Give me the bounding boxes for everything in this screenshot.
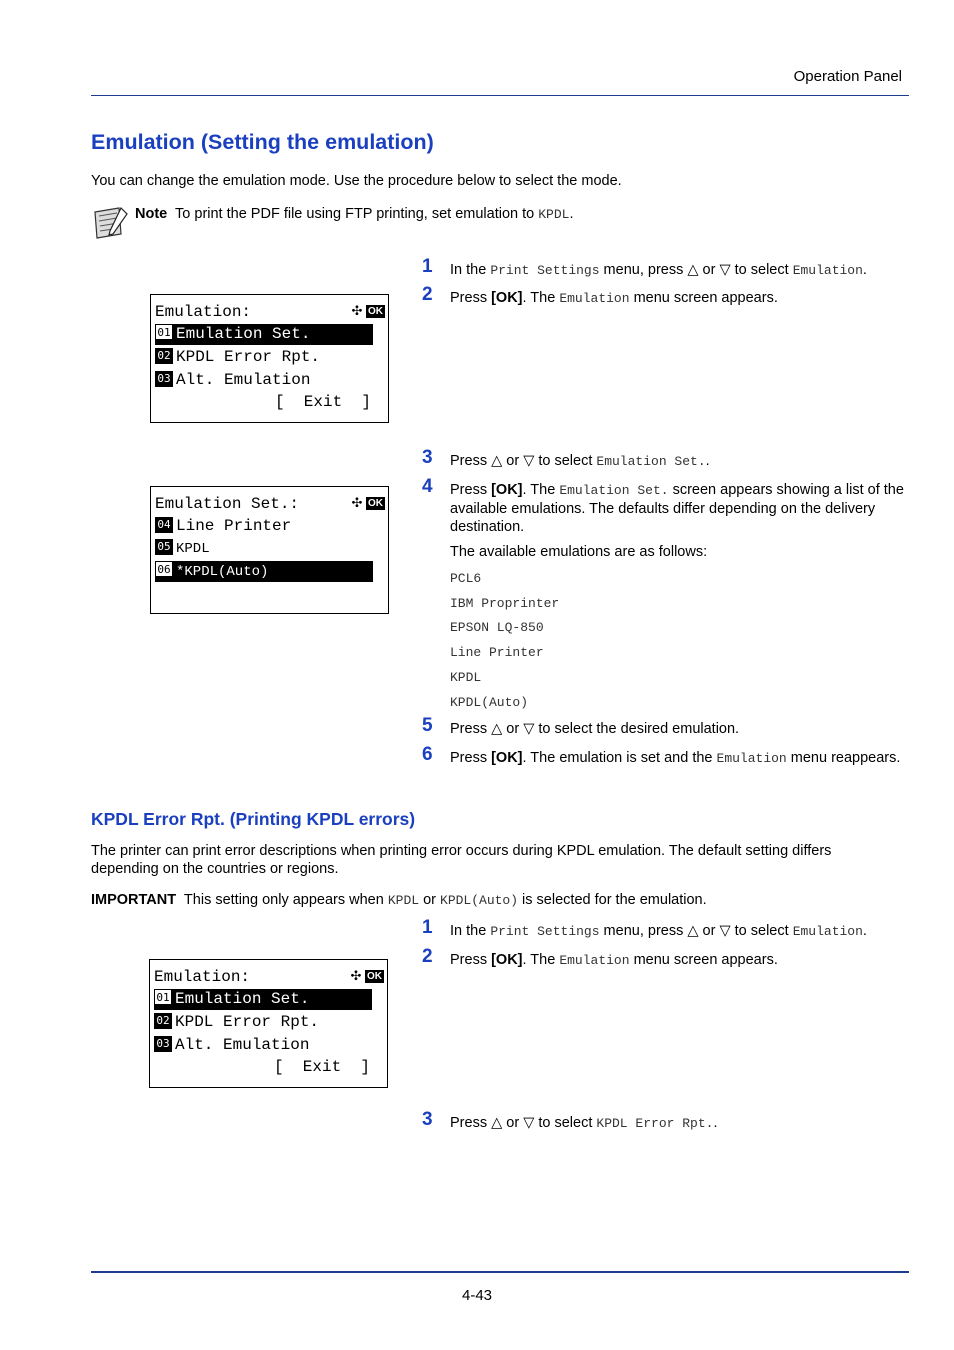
lcd-menu-item xyxy=(155,370,310,391)
step-text: Press △ or ▽ to select xyxy=(450,1115,597,1131)
lcd-menu-item xyxy=(154,1012,319,1033)
step-text: screen appears showing a list of the available emulations. The defaults differ depending on the delivery destination. xyxy=(450,482,904,535)
navigation-arrows-icon: ✣ xyxy=(351,303,363,318)
emulation-option: EPSON LQ-850 xyxy=(450,620,544,635)
ok-icon: OK xyxy=(367,971,382,982)
step-text: . The emulation is set and the xyxy=(522,750,717,766)
lcd-menu-item xyxy=(155,324,373,345)
step-text: menu, press △ or ▽ to select xyxy=(599,262,793,278)
step-text: menu screen appears. xyxy=(629,290,778,306)
step-text: In the xyxy=(450,262,491,278)
step-text: Press xyxy=(450,290,492,306)
step-code: Print Settings xyxy=(490,263,600,278)
step-text: . xyxy=(862,923,867,939)
item-number-badge: 05 xyxy=(155,539,173,555)
item-label: Alt. Emulation xyxy=(176,371,311,389)
step-text: Press xyxy=(450,750,492,766)
ok-key-label: [OK] xyxy=(491,482,523,498)
step-text: Press xyxy=(450,952,492,968)
item-number-badge: 03 xyxy=(155,371,173,387)
item-label: KPDL Error Rpt. xyxy=(175,1013,320,1031)
lcd-menu-item xyxy=(154,1035,309,1056)
note xyxy=(135,206,905,222)
item-number-badge: 01 xyxy=(154,989,172,1005)
step-text: . The xyxy=(522,482,560,498)
lcd-status-icons xyxy=(350,968,384,984)
header-rule xyxy=(91,95,909,96)
emulation-option: KPDL xyxy=(450,670,482,685)
step-code: KPDL Error Rpt. xyxy=(596,1116,714,1131)
note-icon xyxy=(91,204,131,240)
lcd-exit: [ Exit ] xyxy=(275,393,372,411)
intro-text: You can change the emulation mode. Use the procedure below to select the mode. xyxy=(91,173,622,189)
running-header: Operation Panel xyxy=(793,68,902,85)
important-code: KPDL(Auto) xyxy=(440,893,519,908)
step-code: Emulation xyxy=(559,291,630,306)
step-code: Emulation xyxy=(716,751,787,766)
step-number: 2 xyxy=(422,946,433,967)
note-label: Note xyxy=(135,206,168,222)
step-number: 4 xyxy=(422,476,433,497)
footer-rule xyxy=(91,1271,909,1273)
lcd-menu-item xyxy=(155,539,210,560)
navigation-arrows-icon: ✣ xyxy=(350,968,362,983)
step-code: Emulation xyxy=(792,924,863,939)
step-text: In the xyxy=(450,923,491,939)
lcd-title: Emulation: xyxy=(155,303,252,321)
lcd-screen-emulation xyxy=(149,959,388,1088)
important-label: IMPORTANT xyxy=(91,892,177,908)
ok-icon: OK xyxy=(368,306,383,317)
lcd-menu-item xyxy=(155,561,373,582)
item-number-badge: 01 xyxy=(155,324,173,340)
step-number: 2 xyxy=(422,284,433,305)
item-number-badge: 02 xyxy=(154,1013,172,1029)
available-label: The available emulations are as follows: xyxy=(450,544,708,560)
step-text: . xyxy=(862,262,867,278)
lcd-screen-emulation-set xyxy=(150,486,389,614)
step-number: 3 xyxy=(422,1109,433,1130)
step-code: Emulation Set. xyxy=(596,454,706,469)
navigation-arrows-icon: ✣ xyxy=(351,495,363,510)
emulation-option: KPDL(Auto) xyxy=(450,695,529,710)
lcd-exit: [ Exit ] xyxy=(274,1058,371,1076)
step-code: Emulation xyxy=(559,953,630,968)
item-label: Line Printer xyxy=(176,517,292,535)
important-notice xyxy=(91,891,891,910)
item-number-badge: 06 xyxy=(155,561,173,577)
step-text: menu screen appears. xyxy=(629,952,778,968)
important-text: This setting only appears when xyxy=(183,892,388,908)
emulation-option: Line Printer xyxy=(450,645,544,660)
emulation-option: IBM Proprinter xyxy=(450,596,560,611)
item-label: *KPDL(Auto) xyxy=(176,564,269,580)
step-text: . xyxy=(713,1115,718,1131)
note-end: . xyxy=(569,206,574,222)
step-text: Press △ or ▽ to select xyxy=(450,453,597,469)
lcd-status-icons xyxy=(351,495,385,511)
section-title: KPDL Error Rpt. (Printing KPDL errors) xyxy=(91,809,416,829)
lcd-screen-emulation xyxy=(150,294,389,423)
step-text: . xyxy=(705,453,710,469)
step-code: Print Settings xyxy=(490,924,600,939)
step-number: 1 xyxy=(422,917,433,938)
important-text: is selected for the emulation. xyxy=(518,892,707,908)
step-number: 6 xyxy=(422,744,433,765)
step-text: menu, press △ or ▽ to select xyxy=(599,923,793,939)
lcd-menu-item xyxy=(154,989,372,1010)
item-label: KPDL Error Rpt. xyxy=(176,348,321,366)
note-text: To print the PDF file using FTP printing, set emulation to xyxy=(175,206,539,222)
item-number-badge: 02 xyxy=(155,348,173,364)
lcd-status-icons xyxy=(351,303,385,319)
step-text: Press △ or ▽ to select the desired emulation. xyxy=(450,721,740,737)
step-text: Press xyxy=(450,482,492,498)
item-number-badge: 04 xyxy=(155,517,173,533)
page-title: Emulation (Setting the emulation) xyxy=(91,130,434,154)
important-code: KPDL xyxy=(387,893,420,908)
item-label: Emulation Set. xyxy=(175,990,310,1008)
note-code: KPDL xyxy=(538,207,570,222)
lcd-title: Emulation Set.: xyxy=(155,495,300,513)
lcd-title: Emulation: xyxy=(154,968,251,986)
step-code: Emulation xyxy=(792,263,863,278)
lcd-menu-item xyxy=(155,516,291,537)
ok-key-label: [OK] xyxy=(491,952,523,968)
section-intro: The printer can print error descriptions when printing error occurs during KPDL emulation. The default setting differs depending on the countries or regions. xyxy=(91,843,832,877)
step-text: menu reappears. xyxy=(786,750,901,766)
step-number: 3 xyxy=(422,447,433,468)
item-label: Emulation Set. xyxy=(176,325,311,343)
item-number-badge: 03 xyxy=(154,1036,172,1052)
item-label: Alt. Emulation xyxy=(175,1036,310,1054)
ok-key-label: [OK] xyxy=(491,750,523,766)
ok-icon: OK xyxy=(368,498,383,509)
emulation-option: PCL6 xyxy=(450,571,482,586)
step-code: Emulation Set. xyxy=(559,483,669,498)
lcd-menu-item xyxy=(155,347,320,368)
item-label: KPDL xyxy=(176,541,210,557)
page-number: 4-43 xyxy=(461,1287,493,1304)
step-text: . The xyxy=(522,952,560,968)
ok-key-label: [OK] xyxy=(491,290,523,306)
step-number: 5 xyxy=(422,715,433,736)
step-number: 1 xyxy=(422,256,433,277)
step-text: . The xyxy=(522,290,560,306)
important-text: or xyxy=(419,892,441,908)
